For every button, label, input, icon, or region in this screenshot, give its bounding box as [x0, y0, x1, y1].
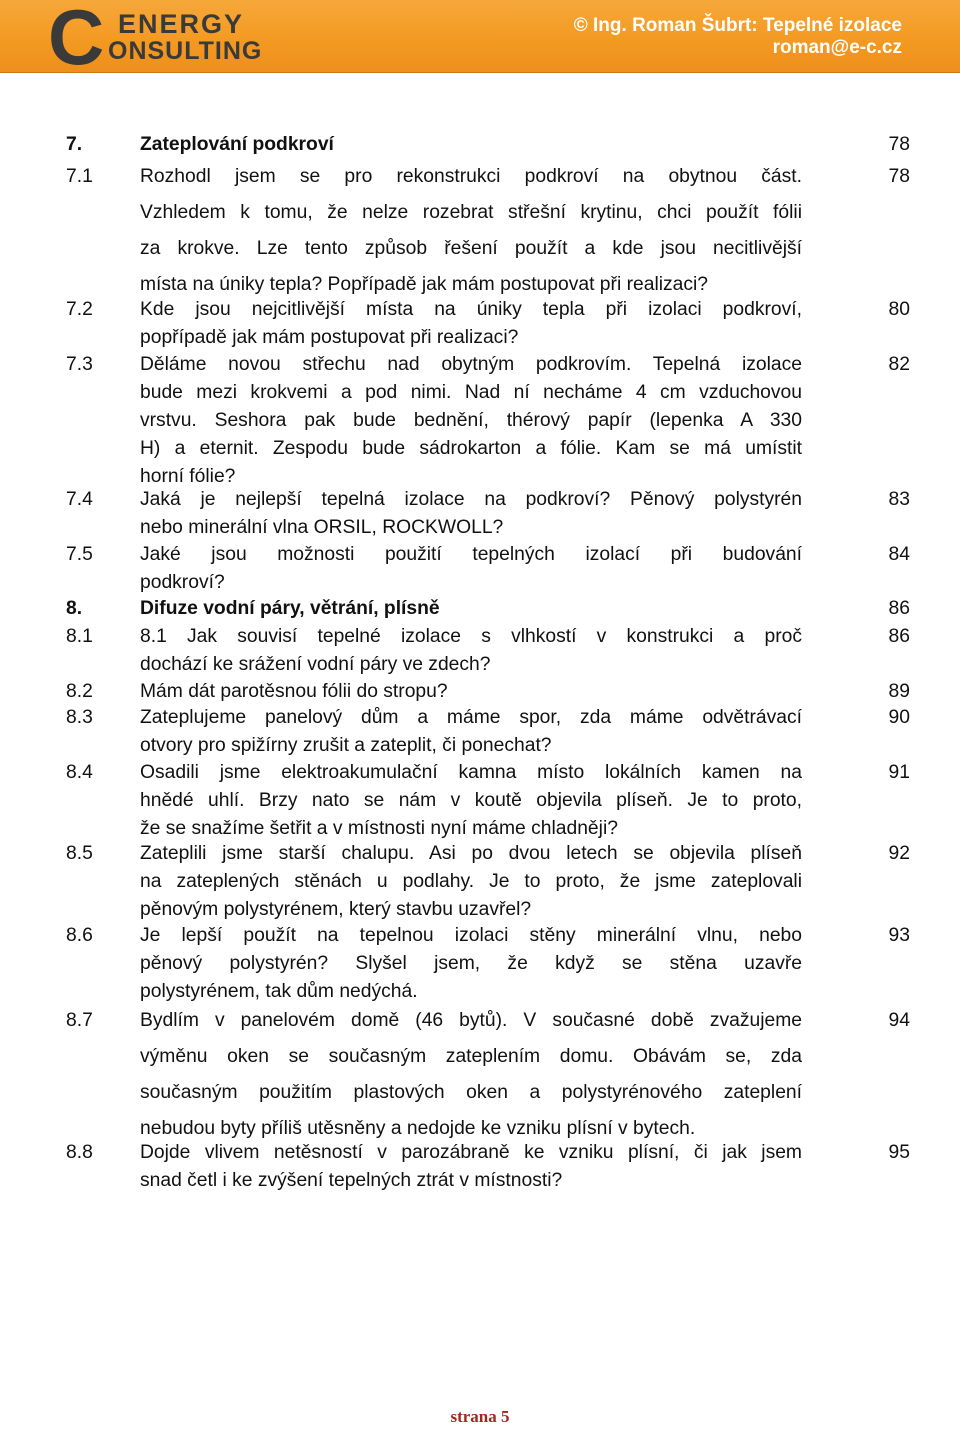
toc-entry-title-line: otvory pro spižírny zrušit a zateplit, či ponechat?	[140, 735, 552, 756]
toc-entry-number: 8.4	[66, 762, 93, 783]
toc-entry[interactable]	[66, 623, 910, 679]
toc-entry-title	[140, 296, 802, 352]
toc-entry-title-line: pěnový polystyrén? Slyšel jsem, že když se stěna uzavře	[140, 953, 802, 974]
toc-entry-title	[140, 840, 802, 924]
toc-entry-title-line: Dojde vlivem netěsností v parozábraně ke vzniku plísní, či jak jsem	[140, 1142, 802, 1163]
toc-entry[interactable]	[66, 351, 910, 491]
toc-entry-title-line: podkroví?	[140, 572, 225, 593]
toc-entry-title-line: nebo minerální vlna ORSIL, ROCKWOLL?	[140, 517, 504, 538]
toc-entry-title	[140, 678, 802, 706]
page-number-footer: strana 5	[450, 1407, 510, 1426]
toc-entry-title	[140, 486, 802, 542]
toc-entry-page: 91	[888, 762, 910, 783]
toc-entry-number: 7.2	[66, 299, 93, 320]
toc-entry-number: 8.6	[66, 925, 93, 946]
toc-entry-title-line: Bydlím v panelovém domě (46 bytů). V současné době zvažujeme	[140, 1010, 802, 1031]
header-author: © Ing. Roman Šubrt: Tepelné izolace	[573, 15, 902, 36]
toc-entry-title-line: Rozhodl jsem se pro rekonstrukci podkroví na obytnou část.	[140, 166, 802, 187]
toc-entry-number: 8.1	[66, 626, 93, 647]
toc-entry-title-line: popřípadě jak mám postupovat při realizaci?	[140, 327, 519, 348]
toc-entry-page: 93	[888, 925, 910, 946]
logo-consulting-text: ONSULTING	[108, 37, 263, 65]
toc-entry-title-line: Zateplujeme panelový dům a máme spor, zda máme odvětrávací	[140, 707, 802, 728]
toc-entry-title-line: polystyrénem, tak dům nedýchá.	[140, 981, 418, 1002]
toc-entry-title-line: 8.1 Jak souvisí tepelné izolace s vlhkostí v konstrukci a proč	[140, 626, 802, 647]
toc-entry[interactable]	[66, 159, 910, 303]
toc-entry-title-line: Osadili jsme elektroakumulační kamna místo lokálních kamen na	[140, 762, 802, 783]
toc-entry[interactable]	[66, 486, 910, 542]
toc-entry[interactable]	[66, 296, 910, 352]
toc-entry-title-line: Děláme novou střechu nad obytným podkrovím. Tepelná izolace	[140, 354, 802, 375]
toc-entry-page: 80	[888, 299, 910, 320]
toc-entry-page: 90	[888, 707, 910, 728]
toc-entry[interactable]	[66, 595, 910, 623]
toc-entry-title-line: Vzhledem k tomu, že nelze rozebrat střešní krytinu, chci použít fólii	[140, 202, 802, 223]
toc-entry[interactable]	[66, 922, 910, 1006]
toc-entry-page: 78	[888, 166, 910, 187]
toc-entry[interactable]	[66, 541, 910, 597]
toc-entry-title-line: Kde jsou nejcitlivější místa na úniky tepla při izolaci podkroví,	[140, 299, 802, 320]
toc-entry-page: 83	[888, 489, 910, 510]
toc-entry-title-line: Zateplování podkroví	[140, 134, 334, 155]
toc-entry-title-line: Mám dát parotěsnou fólii do stropu?	[140, 681, 448, 702]
toc-entry[interactable]	[66, 678, 910, 706]
toc-entry-number: 8.5	[66, 843, 93, 864]
toc-entry-number: 7.	[66, 134, 83, 155]
toc-entry-title-line: pěnovým polystyrénem, který stavbu uzavřel?	[140, 899, 532, 920]
toc-entry-title-line: výměnu oken se současným zateplením domu. Obávám se, zda	[140, 1046, 802, 1067]
toc-entry-title-line: dochází ke srážení vodní páry ve zdech?	[140, 654, 491, 675]
toc-entry[interactable]	[66, 840, 910, 924]
logo-energy-text: ENERGY	[118, 9, 245, 39]
toc-entry-title-line: místa na úniky tepla? Popřípadě jak mám postupovat při realizaci?	[140, 274, 709, 295]
toc-entry-title	[140, 623, 802, 679]
toc-entry-number: 7.4	[66, 489, 93, 510]
toc-entry-title-line: H) a eternit. Zespodu bude sádrokarton a fólie. Kam se má umístit	[140, 438, 802, 459]
toc-entry-number: 7.5	[66, 544, 93, 565]
toc-entry-number: 8.3	[66, 707, 93, 728]
toc-entry-page: 86	[888, 626, 910, 647]
page-header	[0, 0, 960, 81]
toc-entry-title-line: hnědé uhlí. Brzy nato se nám v koutě objevila plíseň. Je to proto,	[140, 790, 802, 811]
toc-entry-title-line: že se snažíme šetřit a v místnosti nyní máme chladněji?	[140, 818, 618, 839]
toc-entry-title-line: nebudou byty příliš utěsněny a nedojde ke vzniku plísní v bytech.	[140, 1118, 696, 1139]
toc-entry-page: 94	[888, 1010, 910, 1031]
toc-entry-title-line: vrstvu. Seshora pak bude bednění, thérový papír (lepenka A 330	[140, 410, 802, 431]
toc-entry-title	[140, 541, 802, 597]
toc-entry-number: 7.3	[66, 354, 93, 375]
toc-entry[interactable]	[66, 704, 910, 760]
toc-entry-title	[140, 595, 802, 623]
toc-entry-title	[140, 704, 802, 760]
toc-entry-title	[140, 1003, 802, 1147]
toc-entry-title-line: bude mezi krokvemi a pod nimi. Nad ní necháme 4 cm vzduchovou	[140, 382, 802, 403]
toc-entry-page: 86	[888, 598, 910, 619]
toc-entry-title-line: Difuze vodní páry, větrání, plísně	[140, 598, 440, 619]
toc-entry-page: 84	[888, 544, 910, 565]
toc-entry-page: 92	[888, 843, 910, 864]
toc-entry-title-line: snad četl i ke zvýšení tepelných ztrát v místnosti?	[140, 1170, 563, 1191]
toc-entry-title-line: Jaká je nejlepší tepelná izolace na podkroví? Pěnový polystyrén	[140, 489, 802, 510]
logo-letter-c: C	[48, 0, 105, 81]
toc-entry-number: 8.	[66, 598, 83, 619]
toc-entry-title-line: na zateplených stěnách u podlahy. Je to proto, že jsme zateplovali	[140, 871, 802, 892]
toc-entry-title	[140, 1139, 802, 1195]
toc-entry-title	[140, 159, 802, 303]
toc-entry[interactable]	[66, 1003, 910, 1147]
toc-entry-title	[140, 922, 802, 1006]
toc-entry-title-line: Je lepší použít na tepelnou izolaci stěny minerální vlnu, nebo	[140, 925, 802, 946]
toc-entry[interactable]	[66, 1139, 910, 1195]
toc-entry-page: 89	[888, 681, 910, 702]
toc-entry-title-line: horní fólie?	[140, 466, 236, 487]
toc-entry-title-line: Jaké jsou možnosti použití tepelných izolací při budování	[140, 544, 802, 565]
toc-entry-title	[140, 351, 802, 491]
header-email[interactable]: roman@e-c.cz	[772, 37, 902, 58]
toc-entry-title	[140, 759, 802, 843]
toc-entry-page: 95	[888, 1142, 910, 1163]
toc-entry-page: 82	[888, 354, 910, 375]
toc-entry-number: 8.8	[66, 1142, 93, 1163]
toc-entry-title-line: za krokve. Lze tento způsob řešení použít a kde jsou necitlivější	[140, 238, 802, 259]
header-author-block	[574, 15, 902, 59]
toc-entry-number: 7.1	[66, 166, 93, 187]
toc-entry[interactable]	[66, 131, 910, 159]
toc-entry-title-line: současným použitím plastových oken a polystyrénového zateplení	[140, 1082, 802, 1103]
toc-entry[interactable]	[66, 759, 910, 843]
toc-entry-title	[140, 131, 802, 159]
toc-entry-number: 8.7	[66, 1010, 93, 1031]
toc-entry-page: 78	[888, 134, 910, 155]
energy-consulting-logo	[48, 0, 308, 81]
toc-entry-title-line: Zateplili jsme starší chalupu. Asi po dvou letech se objevila plíseň	[140, 843, 802, 864]
toc-entry-number: 8.2	[66, 681, 93, 702]
